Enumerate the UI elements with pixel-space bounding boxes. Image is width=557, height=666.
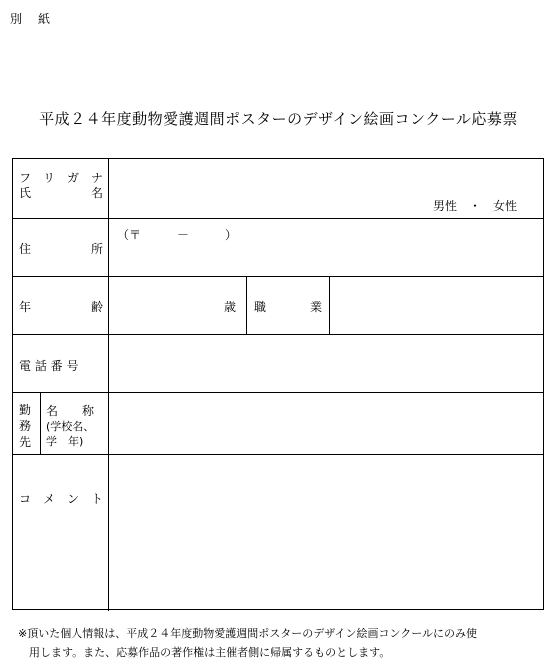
occupation-value-divider xyxy=(329,276,330,334)
age-label-first-char: 年 xyxy=(19,300,32,314)
row-divider xyxy=(13,392,543,393)
comment-label: コ メ ン ト xyxy=(19,492,104,506)
occupation-input-area[interactable] xyxy=(334,281,538,329)
footnote xyxy=(18,624,543,662)
name-label-first-char: 氏 xyxy=(19,186,32,200)
application-form-table xyxy=(12,158,544,610)
furigana-label: フ リ ガ ナ xyxy=(19,171,104,185)
age-label-second-char: 齢 xyxy=(91,300,104,314)
postal-code-field[interactable]: （〒 － ） xyxy=(117,228,238,242)
address-label-second-char: 所 xyxy=(91,242,104,256)
comment-input-area[interactable] xyxy=(113,459,538,605)
row-divider xyxy=(13,454,543,455)
label-column-divider xyxy=(108,159,109,611)
org-grade-sublabel: 学 年) xyxy=(46,435,84,448)
age-input-area[interactable] xyxy=(113,281,241,329)
attachment-label: 別 紙 xyxy=(10,12,53,26)
row-divider xyxy=(13,334,543,335)
occupation-label-second-char: 業 xyxy=(310,300,323,314)
age-unit: 歳 xyxy=(224,300,237,314)
workplace-label-char: 先 xyxy=(19,435,32,449)
row-divider xyxy=(13,276,543,277)
page-title: 平成２４年度動物愛護週間ポスターのデザイン絵画コンクール応募票 xyxy=(39,110,518,128)
row-divider xyxy=(13,218,543,219)
address-label-first-char: 住 xyxy=(19,242,32,256)
footnote-line: 用します。また、応募作品の著作権は主催者側に帰属するものとします。 xyxy=(18,646,391,659)
name-label-second-char: 名 xyxy=(91,186,104,200)
org-name-label: 名 称 xyxy=(46,404,95,418)
occupation-label-first-char: 職 xyxy=(254,300,267,314)
age-occupation-divider xyxy=(246,276,247,334)
phone-input-area[interactable] xyxy=(113,339,538,387)
footnote-line: ※頂いた個人情報は、平成２４年度動物愛護週間ポスターのデザイン絵画コンクールにのみ使 xyxy=(18,627,478,640)
workplace-input-area[interactable] xyxy=(113,397,538,449)
workplace-label-char: 務 xyxy=(19,419,32,433)
workplace-subcolumn-divider xyxy=(40,392,41,454)
phone-label: 電 話 番 号 xyxy=(19,359,79,373)
workplace-label-char: 勤 xyxy=(19,403,32,417)
gender-options[interactable]: 男性 ・ 女性 xyxy=(433,199,518,213)
org-name-sublabel: (学校名、 xyxy=(46,420,95,433)
